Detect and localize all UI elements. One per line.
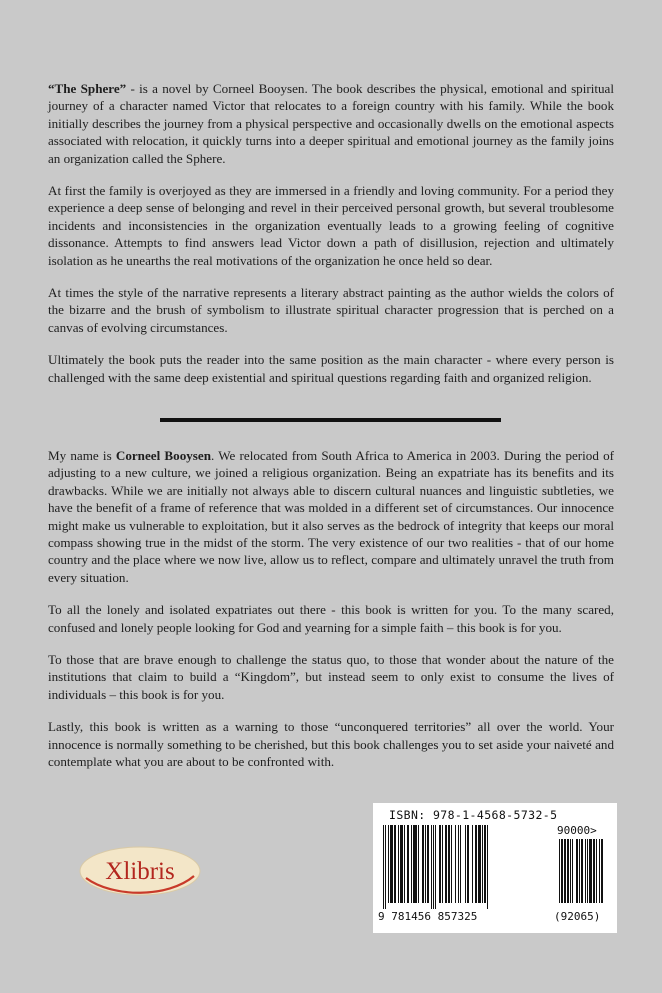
isbn-barcode bbox=[373, 803, 617, 933]
barcode-bar bbox=[561, 839, 563, 903]
barcode-bar bbox=[599, 839, 600, 903]
price-code: 90000> bbox=[557, 824, 597, 837]
author-paragraph-3: To those that are brave enough to challenge the status quo, to those that wonder about the nature of the institutions that claim to build a “Kingdom”, but instead seem to only exist to consume the lives of individuals – this book is for you. bbox=[48, 652, 614, 702]
blurb-paragraph-1-text: - is a novel by Corneel Booysen. The book describes the physical, emotional and spiritual journey of a character named Victor that relocates to a foreign country with his family. While the book initially describes the journey from a physical perspective and occasionally dwells on the emotional aspects associated with relocation, it quickly turns into a deeper spiritual and emotional journey as the family joins an organization called the Sphere. bbox=[48, 81, 614, 166]
barcode-bar bbox=[601, 839, 603, 903]
author-paragraph-1 bbox=[48, 447, 614, 586]
isbn-label: ISBN: 978-1-4568-5732-5 bbox=[389, 808, 558, 822]
barcode-bar bbox=[585, 839, 586, 903]
barcode-bar bbox=[385, 825, 386, 909]
ean-barcode-bars bbox=[383, 825, 549, 909]
barcode-bar bbox=[467, 825, 469, 903]
barcode-bar bbox=[593, 839, 595, 903]
barcode-bar bbox=[576, 839, 578, 903]
barcode-bar bbox=[394, 825, 396, 903]
blurb-paragraph-3: At times the style of the narrative represents a literary abstract painting as the author wields the colors of the bizarre and the brush of symbolism to illustrate spiritual character progression that is perched on a canvas of evolving circumstances. bbox=[48, 285, 614, 335]
addon-digits: (92065) bbox=[554, 910, 601, 923]
author-paragraph-4: Lastly, this book is written as a warning to those “unconquered territories” all over the world. Your innocence is normally something to be cherished, but this book challenges you to set aside your naiveté and contemplate what you are about to be confronted with. bbox=[48, 719, 614, 770]
barcode-bar bbox=[572, 839, 573, 903]
author-section bbox=[48, 447, 614, 786]
barcode-bar bbox=[460, 825, 461, 903]
addon-barcode-bars bbox=[559, 839, 611, 909]
barcode-bar bbox=[445, 825, 447, 903]
barcode-bar bbox=[388, 825, 389, 903]
ean-digits: 9 781456 857325 bbox=[378, 910, 478, 923]
barcode-bar bbox=[581, 839, 583, 903]
author-paragraph-2: To all the lonely and isolated expatriates out there - this book is written for you. To the many scared, confused and lonely people looking for God and yearning for a simple faith – this book is for you. bbox=[48, 602, 614, 635]
barcode-bar bbox=[487, 825, 488, 909]
publisher-logo-text: Xlibris bbox=[105, 858, 175, 885]
barcode-bar bbox=[422, 825, 424, 903]
barcode-bar bbox=[458, 825, 459, 903]
barcode-bar bbox=[431, 825, 432, 909]
barcode-bar bbox=[482, 825, 483, 903]
blurb-section bbox=[48, 80, 614, 401]
barcode-bar bbox=[484, 825, 486, 903]
blurb-paragraph-2: At first the family is overjoyed as they are immersed in a friendly and loving community. For a period they experience a deep sense of belonging and revel in their perceived personal growth, but several troublesome incidents and inconsistencies in the organization eventually leads to a growing feeling of cognitive dissonance. Attempts to find answers lead Victor down a path of disillusion, rejection and ultimately isolation as he unearths the real motivations of the organization he once held so dear. bbox=[48, 183, 614, 268]
barcode-bar bbox=[427, 825, 429, 903]
barcode-bar bbox=[435, 825, 436, 909]
barcode-bar bbox=[587, 839, 588, 903]
barcode-bar bbox=[465, 825, 466, 903]
barcode-bar bbox=[455, 825, 456, 903]
barcode-bar bbox=[448, 825, 450, 903]
author-intro-prefix: My name is bbox=[48, 448, 116, 463]
barcode-bar bbox=[451, 825, 452, 903]
barcode-bar bbox=[425, 825, 426, 903]
barcode-bar bbox=[579, 839, 580, 903]
barcode-bar bbox=[390, 825, 393, 903]
barcode-bar bbox=[433, 825, 434, 909]
barcode-bar bbox=[564, 839, 566, 903]
barcode-bar bbox=[567, 839, 569, 903]
barcode-bar bbox=[439, 825, 441, 903]
blurb-paragraph-4: Ultimately the book puts the reader into the same position as the main character - where every person is challenged with the same deep existential and spiritual questions regarding faith and organized religion. bbox=[48, 352, 614, 385]
barcode-bar bbox=[400, 825, 403, 903]
barcode-bar bbox=[596, 839, 597, 903]
section-divider bbox=[160, 418, 501, 422]
barcode-bar bbox=[478, 825, 481, 903]
author-paragraph-1-text: . We relocated from South Africa to America in 2003. During the period of adjusting to a new culture, we joined a religious organization. Being an expatriate has its benefits and its drawbacks. While we are initially not always able to discern cultural nuances and linguistic subtleties, we have the benefit of a frame of reference that was molded in a different set of circumstances. Our innocence might make us vulnerable to exploitation, but it also serves as the bedrock of integrity that keeps our moral compass showing true in the midst of the storm. The very existence of our two realities - that of our home country and the place where we now live, allow us to reflect, compare and ultimately unravel the truth from every situation. bbox=[48, 448, 614, 585]
publisher-logo bbox=[78, 844, 202, 898]
barcode-bar bbox=[404, 825, 405, 903]
barcode-bar bbox=[570, 839, 571, 903]
blurb-paragraph-1 bbox=[48, 80, 614, 167]
barcode-bar bbox=[472, 825, 473, 903]
barcode-bar bbox=[589, 839, 592, 903]
barcode-bar bbox=[475, 825, 477, 903]
barcode-bar bbox=[407, 825, 409, 903]
barcode-bar bbox=[411, 825, 412, 903]
barcode-bar bbox=[398, 825, 399, 903]
barcode-bar bbox=[559, 839, 560, 903]
barcode-bar bbox=[413, 825, 417, 903]
barcode-bar bbox=[383, 825, 384, 909]
barcode-bar bbox=[442, 825, 443, 903]
author-name: Corneel Booysen bbox=[115, 448, 211, 463]
barcode-bar bbox=[418, 825, 419, 903]
book-title: “The Sphere” bbox=[48, 81, 127, 96]
